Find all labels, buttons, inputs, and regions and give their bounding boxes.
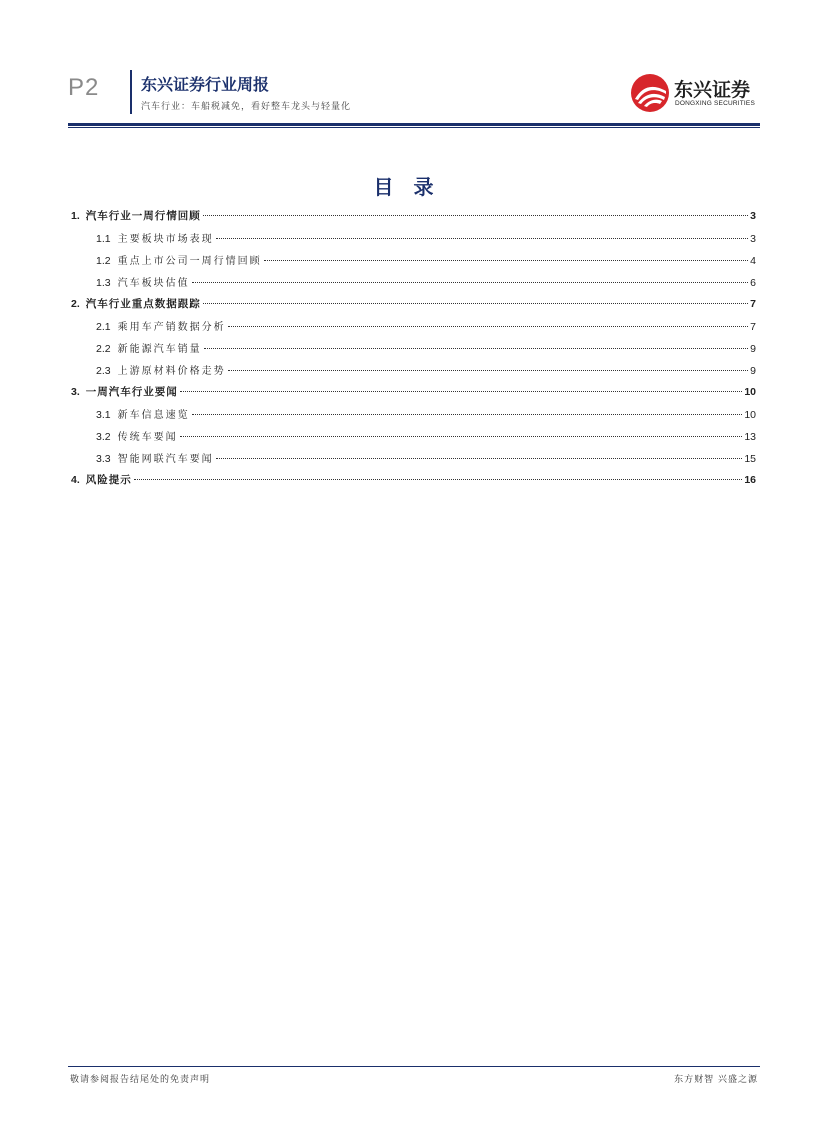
toc-entry-number: 3.1 [96,409,111,421]
toc-leader-dots [192,282,749,283]
report-name: 东兴证券行业周报 [141,75,270,94]
toc-leader-dots [180,391,743,392]
page-number: P2 [68,74,100,101]
table-of-contents [71,208,756,494]
toc-entry-page: 13 [744,431,756,443]
toc-leader-dots [216,458,743,459]
toc-leader-dots [264,260,749,261]
toc-entry[interactable] [71,318,756,340]
toc-entry[interactable] [71,252,756,274]
header-rule-thin [68,127,760,128]
toc-entry-label: 上游原材料价格走势 [117,366,226,377]
toc-entry[interactable] [71,450,756,472]
toc-leader-dots [180,436,743,437]
header-divider [130,70,132,114]
toc-entry-page: 10 [744,409,756,421]
toc-entry-label: 汽车行业一周行情回顾 [85,210,201,222]
footer-rule [68,1066,760,1067]
toc-leader-dots [228,370,749,371]
toc-entry-number: 3.3 [96,453,111,465]
toc-entry-page: 3 [750,210,756,222]
toc-entry-label: 一周汽车行业要闻 [85,386,178,398]
toc-entry-page: 10 [744,386,756,398]
toc-entry-page: 6 [750,277,756,289]
logo-chinese-name: 东兴证券 [674,79,751,101]
toc-entry-page: 16 [744,474,756,486]
company-logo [630,73,760,113]
toc-entry-number: 4. [71,474,80,486]
toc-leader-dots [203,215,748,216]
toc-entry[interactable] [71,362,756,384]
toc-entry-number: 2.1 [96,321,111,333]
toc-entry-page: 4 [750,255,756,267]
toc-entry[interactable] [71,428,756,450]
header-rule [68,123,760,126]
toc-entry[interactable] [71,340,756,362]
toc-title: 目录 [373,175,454,199]
footer-slogan: 东方财智 兴盛之源 [674,1075,758,1085]
toc-entry-number: 1. [71,210,80,222]
toc-entry-label: 风险提示 [85,474,132,486]
logo-english-name: DONGXING SECURITIES [675,100,756,107]
toc-leader-dots [134,479,743,480]
toc-entry[interactable] [71,208,756,230]
toc-entry-label: 汽车行业重点数据跟踪 [85,298,201,310]
toc-entry-number: 2.2 [96,343,111,355]
toc-entry-page: 7 [750,321,756,333]
toc-entry-label: 重点上市公司一周行情回顾 [117,256,262,267]
toc-entry-page: 3 [750,233,756,245]
toc-entry-label: 汽车板块估值 [117,278,190,289]
dongxing-logo-icon [630,73,672,113]
toc-entry-number: 3. [71,386,80,398]
toc-entry-label: 智能网联汽车要闻 [117,454,214,465]
toc-entry-label: 主要板块市场表现 [117,234,214,245]
toc-entry-number: 3.2 [96,431,111,443]
toc-entry-label: 新能源汽车销量 [117,344,202,355]
report-subtitle: 汽车行业：车船税减免，看好整车龙头与轻量化 [141,102,352,112]
toc-entry-page: 15 [744,453,756,465]
toc-leader-dots [192,414,743,415]
toc-leader-dots [203,303,748,304]
toc-leader-dots [216,238,749,239]
toc-entry-number: 1.1 [96,233,111,245]
toc-leader-dots [228,326,749,327]
footer-disclaimer: 敬请参阅报告结尾处的免责声明 [70,1075,211,1085]
toc-entry-number: 1.2 [96,255,111,267]
toc-entry-label: 新车信息速览 [117,410,190,421]
toc-entry[interactable] [71,296,756,318]
toc-entry[interactable] [71,230,756,252]
toc-entry-page: 9 [750,365,756,377]
toc-entry-number: 1.3 [96,277,111,289]
toc-entry[interactable] [71,406,756,428]
toc-entry-number: 2.3 [96,365,111,377]
toc-entry[interactable] [71,472,756,494]
toc-leader-dots [204,348,749,349]
toc-entry-page: 9 [750,343,756,355]
toc-entry[interactable] [71,274,756,296]
toc-entry-number: 2. [71,298,80,310]
toc-entry-page: 7 [750,298,756,310]
toc-entry[interactable] [71,384,756,406]
toc-entry-label: 乘用车产销数据分析 [117,322,226,333]
toc-entry-label: 传统车要闻 [117,432,178,443]
